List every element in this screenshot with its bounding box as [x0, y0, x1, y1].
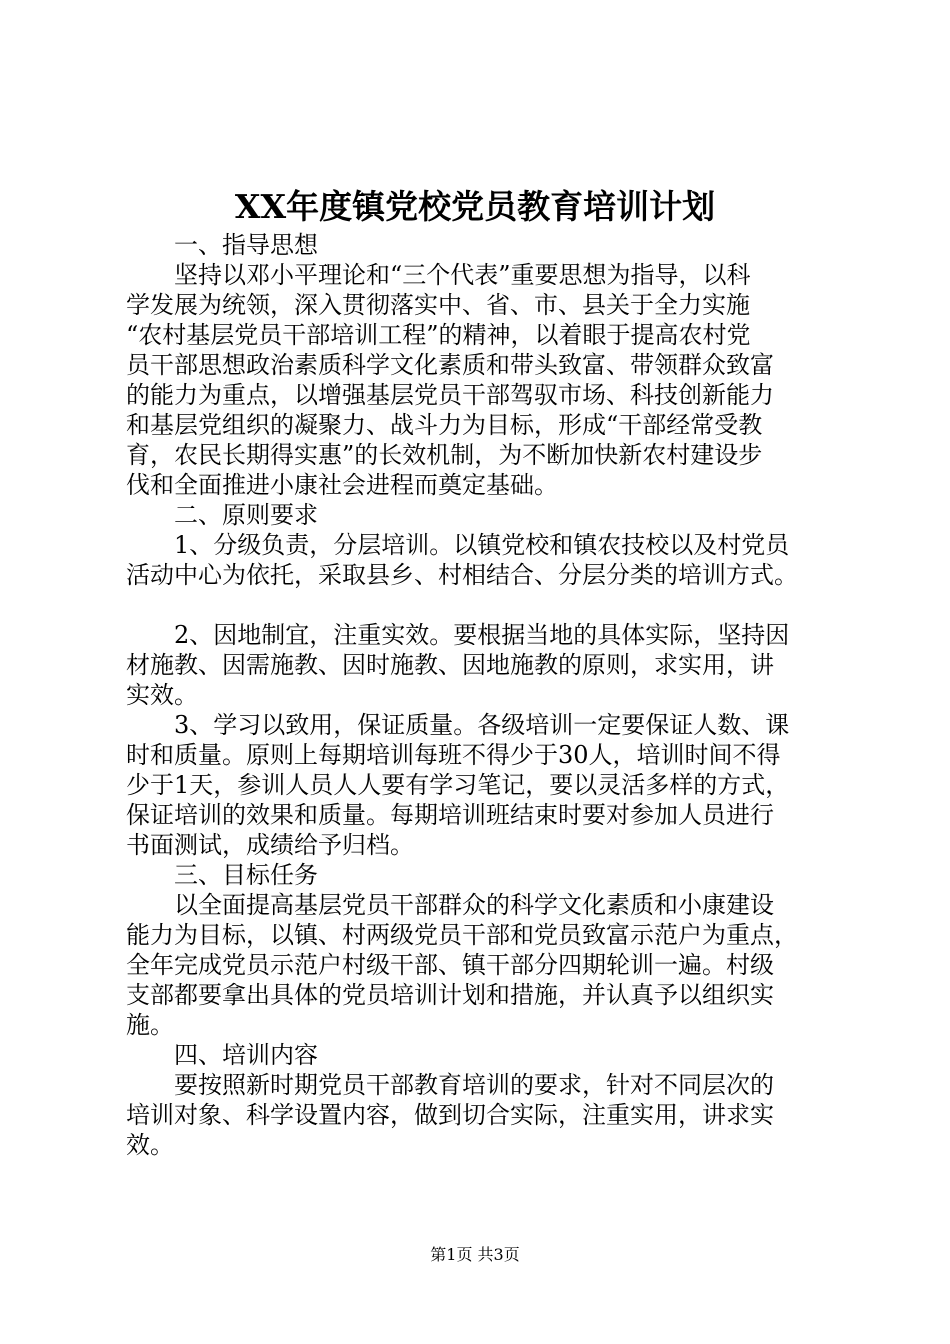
- body-line: 学发展为统领，深入贯彻落实中、省、市、县关于全力实施: [126, 291, 750, 319]
- body-line: 保证培训的效果和质量。每期培训班结束时要对参加人员进行: [126, 801, 774, 829]
- body-line: 时和质量。原则上每期培训每班不得少于30人，培训时间不得: [126, 741, 781, 769]
- body-line: 培训对象、科学设置内容，做到切合实际，注重实用，讲求实: [126, 1101, 774, 1129]
- document-body: [126, 230, 838, 1160]
- body-line: 坚持以邓小平理论和“三个代表”重要思想为指导，以科: [126, 261, 751, 289]
- body-line: 材施教、因需施教、因时施教、因地施教的原则，求实用，讲: [126, 651, 774, 679]
- body-line: 以全面提高基层党员干部群众的科学文化素质和小康建设: [126, 891, 774, 919]
- body-line: 伐和全面推进小康社会进程而奠定基础。: [126, 471, 558, 499]
- body-line: 员干部思想政治素质科学文化素质和带头致富、带领群众致富: [126, 351, 774, 379]
- body-line: 效。: [126, 1131, 174, 1159]
- body-line: “农村基层党员干部培训工程”的精神，以着眼于提高农村党: [126, 321, 751, 349]
- body-line: 2、因地制宜，注重实效。要根据当地的具体实际，坚持因: [126, 621, 790, 649]
- section-heading-targets: 三、目标任务: [126, 861, 318, 889]
- blank-line: [126, 590, 838, 620]
- section-heading-guiding-ideology: 一、指导思想: [126, 231, 318, 259]
- body-line: 3、学习以致用，保证质量。各级培训一定要保证人数、课: [126, 711, 790, 739]
- body-line: 要按照新时期党员干部教育培训的要求，针对不同层次的: [126, 1071, 774, 1099]
- body-line: 书面测试，成绩给予归档。: [126, 831, 414, 859]
- body-line: 的能力为重点，以增强基层党员干部驾驭市场、科技创新能力: [126, 381, 774, 409]
- section-heading-training-content: 四、培训内容: [126, 1041, 318, 1069]
- body-line: 育，农民长期得实惠”的长效机制，为不断加快新农村建设步: [126, 441, 763, 469]
- body-line: 能力为目标，以镇、村两级党员干部和党员致富示范户为重点，: [126, 921, 798, 949]
- body-line: 施。: [126, 1011, 174, 1039]
- body-line: 支部都要拿出具体的党员培训计划和措施，并认真予以组织实: [126, 981, 774, 1009]
- page-number-footer: 第1页 共3页: [430, 1245, 520, 1264]
- body-line: 活动中心为依托，采取县乡、村相结合、分层分类的培训方式。: [126, 561, 798, 589]
- body-line: 实效。: [126, 681, 198, 709]
- section-heading-principles: 二、原则要求: [126, 501, 318, 529]
- body-line: 和基层党组织的凝聚力、战斗力为目标，形成“干部经常受教: [126, 411, 763, 439]
- body-line: 少于1天，参训人员人人要有学习笔记，要以灵活多样的方式，: [126, 771, 790, 799]
- body-line: 全年完成党员示范户村级干部、镇干部分四期轮训一遍。村级: [126, 951, 774, 979]
- document-title: XX年度镇党校党员教育培训计划: [234, 187, 716, 226]
- body-line: 1、分级负责，分层培训。以镇党校和镇农技校以及村党员: [126, 531, 790, 559]
